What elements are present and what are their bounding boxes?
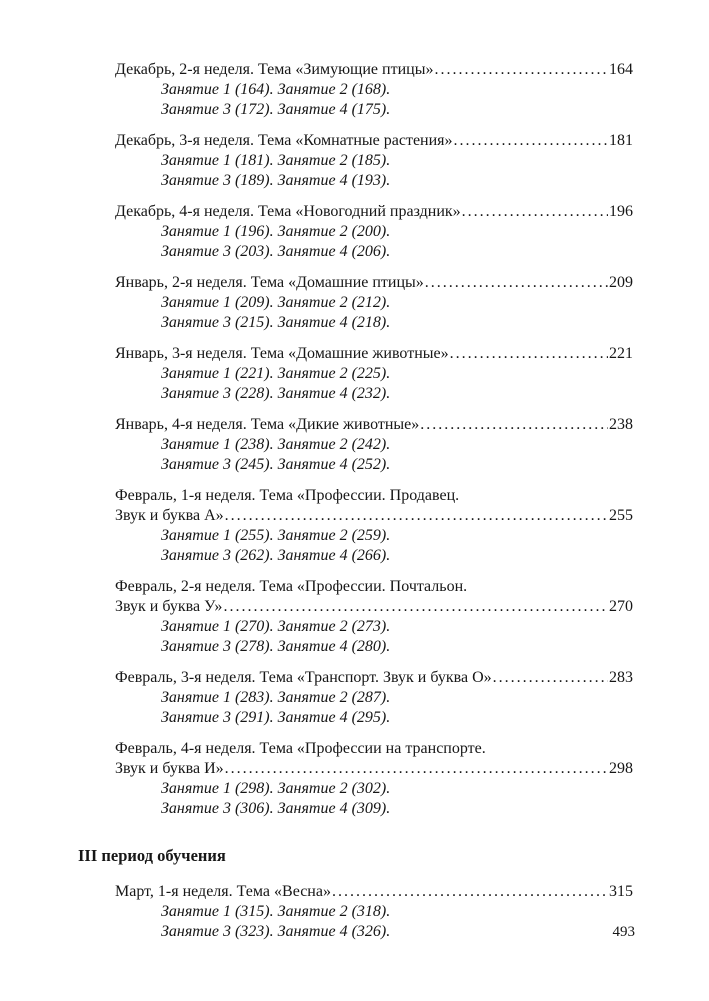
entry-page-number: 181 [609,132,633,149]
dot-leader [425,273,608,293]
entry-title: Декабрь, 4-я неделя. Тема «Новогодний праздник» [115,203,461,220]
entry-page-number: 196 [609,203,633,220]
entry-title: Звук и буква А» [115,507,224,524]
entry-title-line: Февраль, 1-я неделя. Тема «Профессии. Продавец. [115,487,460,504]
entry-page-number: 298 [609,760,633,777]
dot-leader [450,344,608,364]
entry-title-row [115,759,633,779]
entry-title-row [115,668,633,688]
toc-entry [115,739,633,819]
dot-leader [332,882,608,902]
session-line: Занятие 1 (255). Занятие 2 (259). [161,527,391,544]
entry-title-row [115,597,633,617]
dot-leader [493,668,608,688]
session-line: Занятие 1 (221). Занятие 2 (225). [161,365,391,382]
session-line: Занятие 3 (172). Занятие 4 (175). [161,101,391,118]
session-line: Занятие 3 (189). Занятие 4 (193). [161,172,391,189]
toc-entry [115,202,633,262]
session-line: Занятие 1 (283). Занятие 2 (287). [161,689,391,706]
session-line: Занятие 3 (262). Занятие 4 (266). [161,547,391,564]
session-line: Занятие 3 (291). Занятие 4 (295). [161,709,391,726]
toc-entry [115,577,633,657]
session-line: Занятие 3 (215). Занятие 4 (218). [161,314,391,331]
entry-title-row [115,344,633,364]
dot-leader [223,597,608,617]
section-heading: III период обучения [78,846,226,865]
session-line: Занятие 3 (278). Занятие 4 (280). [161,638,391,655]
toc-entry [115,273,633,333]
session-line: Занятие 3 (203). Занятие 4 (206). [161,243,391,260]
toc-entry [115,486,633,566]
entry-title: Декабрь, 3-я неделя. Тема «Комнатные растения» [115,132,453,149]
toc-entry [115,882,633,942]
entry-title: Март, 1-я неделя. Тема «Весна» [115,883,331,900]
entry-page-number: 283 [609,669,633,686]
session-line: Занятие 3 (323). Занятие 4 (326). [161,923,391,940]
entry-page-number: 209 [609,274,633,291]
entry-title-line: Февраль, 2-я неделя. Тема «Профессии. Почтальон. [115,578,468,595]
entry-title-row [115,415,633,435]
session-line: Занятие 1 (270). Занятие 2 (273). [161,618,391,635]
entry-title: Звук и буква И» [115,760,224,777]
session-line: Занятие 3 (245). Занятие 4 (252). [161,456,391,473]
dot-leader [225,506,608,526]
session-line: Занятие 1 (209). Занятие 2 (212). [161,294,391,311]
entry-title: Январь, 4-я неделя. Тема «Дикие животные» [115,416,420,433]
entry-title: Январь, 3-я неделя. Тема «Домашние животные» [115,345,449,362]
session-line: Занятие 1 (181). Занятие 2 (185). [161,152,391,169]
session-line: Занятие 1 (164). Занятие 2 (168). [161,81,391,98]
entry-page-number: 270 [609,598,633,615]
session-line: Занятие 1 (196). Занятие 2 (200). [161,223,391,240]
entry-page-number: 221 [609,345,633,362]
toc-entry [115,60,633,120]
session-line: Занятие 1 (298). Занятие 2 (302). [161,780,391,797]
dot-leader [420,415,608,435]
entry-title-row [115,60,633,80]
entry-title-line: Февраль, 4-я неделя. Тема «Профессии на транспорте. [115,740,486,757]
entry-page-number: 164 [609,61,633,78]
session-line: Занятие 3 (306). Занятие 4 (309). [161,800,391,817]
toc-entry [115,668,633,728]
toc-entry [115,415,633,475]
dot-leader [462,202,608,222]
entry-title-row [115,882,633,902]
entry-title: Декабрь, 2-я неделя. Тема «Зимующие птицы» [115,61,434,78]
dot-leader [434,60,608,80]
entry-title-row [115,506,633,526]
entry-title: Звук и буква У» [115,598,223,615]
entry-title-row [115,202,633,222]
entry-page-number: 255 [609,507,633,524]
dot-leader [225,759,608,779]
toc-list [78,60,633,942]
session-line: Занятие 1 (315). Занятие 2 (318). [161,903,391,920]
entry-title-row [115,131,633,151]
entry-title: Февраль, 3-я неделя. Тема «Транспорт. Звук и буква О» [115,669,492,686]
toc-entry [115,131,633,191]
entry-page-number: 315 [609,883,633,900]
session-line: Занятие 3 (228). Занятие 4 (232). [161,385,391,402]
session-line: Занятие 1 (238). Занятие 2 (242). [161,436,391,453]
toc-entry [115,344,633,404]
entry-title: Январь, 2-я неделя. Тема «Домашние птицы» [115,274,424,291]
dot-leader [454,131,608,151]
entry-title-row [115,273,633,293]
page-number-folio: 493 [612,924,635,940]
entry-page-number: 238 [609,416,633,433]
